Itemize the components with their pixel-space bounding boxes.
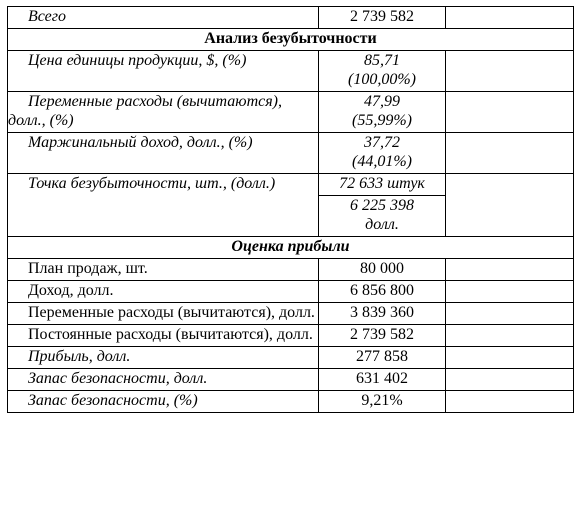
table-row-profit <box>8 347 574 369</box>
value-line: долл. <box>365 216 399 233</box>
empty-cell <box>446 92 574 133</box>
row-value: 80 000 <box>319 259 446 281</box>
row-label: Переменные расходы (вычитаются), долл., (%) <box>8 92 319 133</box>
section-title: Оценка прибыли <box>8 237 574 259</box>
table-row-fixed-expenses <box>8 325 574 347</box>
row-label: Запас безопасности, долл. <box>8 369 319 391</box>
row-value <box>319 133 446 174</box>
row-label: Запас безопасности, (%) <box>8 391 319 413</box>
empty-cell <box>446 51 574 92</box>
empty-cell <box>446 347 574 369</box>
table-row-unit-price <box>8 51 574 92</box>
table-row-variable-costs <box>8 92 574 133</box>
row-label: План продаж, шт. <box>8 259 319 281</box>
row-label: Доход, долл. <box>8 281 319 303</box>
value-line: 6 225 398 <box>350 197 414 214</box>
table-row-sales-plan <box>8 259 574 281</box>
empty-cell <box>446 391 574 413</box>
empty-cell <box>446 7 574 29</box>
row-value: 3 839 360 <box>319 303 446 325</box>
table-row-safety-margin-percent <box>8 391 574 413</box>
row-label: Маржинальный доход, долл., (%) <box>8 133 319 174</box>
row-value-units: 72 633 штук <box>319 174 446 196</box>
row-label: Постоянные расходы (вычитаются), долл. <box>8 325 319 347</box>
empty-cell <box>446 133 574 174</box>
row-value: 2 739 582 <box>319 7 446 29</box>
table-row-variable-expenses <box>8 303 574 325</box>
table-row-margin <box>8 133 574 174</box>
row-value: 9,21% <box>319 391 446 413</box>
row-label: Прибыль, долл. <box>8 347 319 369</box>
row-label: Цена единицы продукции, $, (%) <box>8 51 319 92</box>
row-value: 6 856 800 <box>319 281 446 303</box>
empty-cell <box>446 281 574 303</box>
row-value <box>319 51 446 92</box>
table-row-breakeven-units <box>8 174 574 196</box>
empty-cell <box>446 303 574 325</box>
row-value: 277 858 <box>319 347 446 369</box>
row-value <box>319 92 446 133</box>
row-value-dollars <box>319 196 446 237</box>
value-line: (100,00%) <box>348 71 416 88</box>
value-line: 47,99 <box>364 93 400 110</box>
table-row-safety-margin-dollars <box>8 369 574 391</box>
empty-cell <box>446 369 574 391</box>
value-line: 85,71 <box>364 52 400 69</box>
section-title: Анализ безубыточности <box>8 29 574 51</box>
empty-cell <box>446 325 574 347</box>
row-label: Всего <box>8 7 319 29</box>
row-label: Точка безубыточности, шт., (долл.) <box>8 174 319 237</box>
section-header-breakeven <box>8 29 574 51</box>
row-label: Переменные расходы (вычитаются), долл. <box>8 303 319 325</box>
value-line: 37,72 <box>364 134 400 151</box>
section-header-profit <box>8 237 574 259</box>
row-value: 2 739 582 <box>319 325 446 347</box>
table-row-total <box>8 7 574 29</box>
financial-analysis-table <box>7 6 574 413</box>
empty-cell <box>446 174 574 237</box>
table-row-income <box>8 281 574 303</box>
row-value: 631 402 <box>319 369 446 391</box>
value-line: (55,99%) <box>352 112 412 129</box>
value-line: (44,01%) <box>352 153 412 170</box>
empty-cell <box>446 259 574 281</box>
